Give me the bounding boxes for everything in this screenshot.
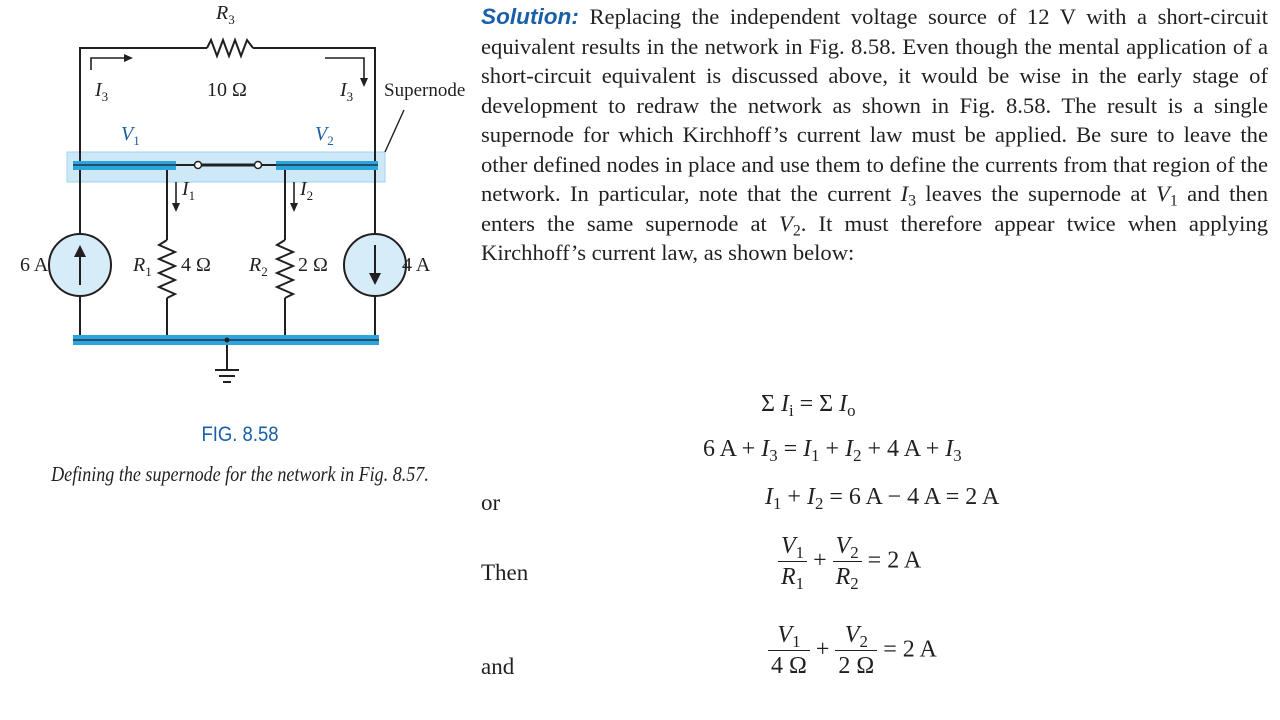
label-r1-value: 4 Ω (181, 254, 211, 276)
solution-sub-2: 2 (792, 222, 801, 240)
solution-text-2: leaves the supernode at (916, 181, 1157, 206)
solution-text-3: and then enters the same supernode at (481, 181, 1268, 236)
equation-voltage-values: $\frac{V_1}{4 \Omega}$ + $\frac{V_2}{2 \Omega}$ = 2 A (768, 622, 937, 680)
solution-text-4: . It must therefore appear twice when applying Kirchhoff’s current law, as shown below: (481, 210, 1268, 265)
solution-lead: Solution: (481, 4, 579, 29)
current-source-6a (49, 234, 111, 296)
word-or: or (481, 490, 501, 515)
equation-currents-sum: $I_1 + I_2 = 6$ A − 4 A = 2 A (765, 484, 1000, 514)
label-i3-right: $I_3$ (340, 79, 354, 104)
label-i2: $I_2$ (300, 178, 314, 203)
solution-var-v1: V (1156, 181, 1170, 206)
solution-var-v2: V (779, 210, 793, 236)
equation-voltage-ratio: $\frac{V_1}{R_1}$ + $\frac{V_2}{R_2}$ = 2 A (778, 533, 921, 591)
label-supernode: Supernode (384, 80, 466, 101)
current-source-4a (344, 234, 406, 296)
solution-paragraph (481, 2, 1268, 268)
label-r2: $R_2$ (249, 254, 268, 279)
equation-kcl-expanded: 6 $A + I_3 = I_1 + I_2 + 4$ $A + I_3$ (703, 436, 962, 466)
label-r1: $R_1$ (133, 254, 152, 279)
supernode-pointer (385, 110, 404, 152)
word-then: Then (481, 560, 529, 585)
equation-kcl-sum: Σ $I_i = \Sigma$ $I_o$ (761, 391, 856, 421)
label-i3-left: $I_3$ (95, 79, 109, 104)
solution-text-1: Replacing the independent voltage source of 12 V with a short-circuit equivalent results in the network in Fig. 8.58. Even though the mental application of a short-circuit equivalent is discussed above, it would be wise in the early stage of development to redraw the network as shown in Fig. 8.58. The result is a single supernode for which Kirchhoff’s current law must be applied. Be sure to leave the other defined nodes in place and use them to define the currents from that region of the network. In particular, note that the current (481, 4, 1268, 206)
resistor-r3 (207, 40, 253, 56)
circuit-diagram (0, 0, 480, 420)
label-v1: $V_1$ (121, 123, 140, 148)
word-and: and (481, 654, 515, 679)
label-source-4a: 4 A (402, 254, 431, 276)
circuit-figure (0, 0, 480, 520)
solution-sub-3: 3 (908, 192, 917, 210)
solution-sub-1: 1 (1169, 192, 1178, 210)
figure-number: FIG. 8.58 (201, 423, 279, 446)
figure-caption: Defining the supernode for the network in Fig. 8.57. (51, 462, 429, 486)
solution-var-i3: I (900, 181, 909, 206)
label-r3-value: 10 Ω (207, 79, 247, 101)
label-source-6a: 6 A (20, 254, 49, 276)
resistor-r2 (277, 240, 293, 298)
label-r3: $R_3$ (216, 2, 235, 27)
resistor-r1 (159, 240, 175, 298)
label-i1: $I_1$ (182, 178, 196, 203)
i3-left-arrow (91, 58, 126, 70)
label-v2: $V_2$ (315, 123, 334, 148)
i3-right-arrow (325, 58, 364, 80)
label-r2-value: 2 Ω (298, 254, 328, 276)
